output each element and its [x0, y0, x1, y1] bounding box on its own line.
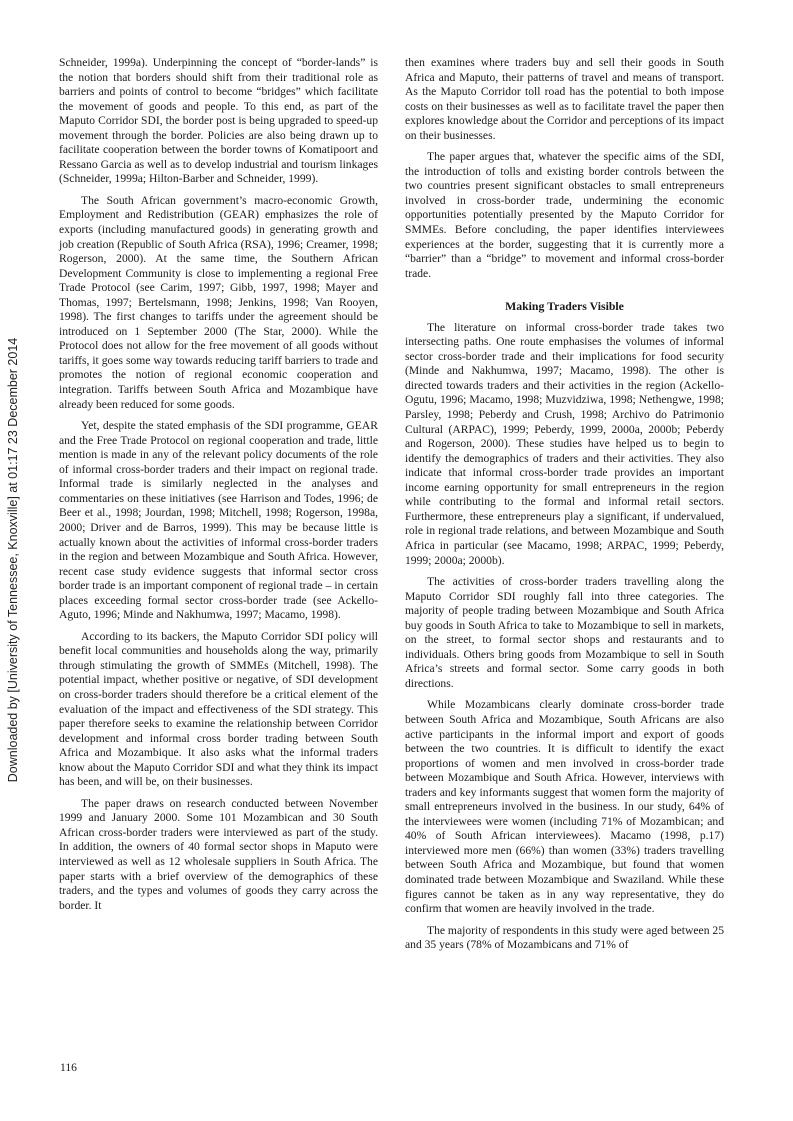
paragraph: then examines where traders buy and sell their goods in South Africa and Maputo, their patterns of travel and means of transport. As the Maputo Corridor toll road has the potential to both impose costs on their businesses as well as to facilitate travel the paper then explores knowledge about the Corridor and perceptions of its impact on their businesses.: [405, 56, 724, 142]
right-column: [405, 56, 724, 960]
paragraph: The literature on informal cross-border trade takes two intersecting paths. One route emphasises the volumes of informal sector cross-border trade and their implications for food security (Minde and Nakhumwa, 1997; Macamo, 1998). The other is directed towards traders and their activities in the region (Ackello-Ogutu, 1996; Macamo, 1998; Muzvidziwa, 1998; Nethengwe, 1998; Parsley, 1998; Peberdy and Crush, 1998; Archivo do Patrimonio Cultural (ARPAC), 1999; Peberdy, 1999, 2000a, 2000b; Peberdy and Rogerson, 2000). These studies have helped us to begin to identify the demographics of traders and their activities. They also indicate that informal cross-border trade provides an important income earning opportunity for small entrepreneurs in the region while contributing to the formal and informal retail sectors. Furthermore, these entrepreneurs play a significant, if undervalued, role in regional trade relations, and between Mozambique and South Africa in particular (see Macamo, 1998; ARPAC, 1999; Peberdy, 1999; 2000a; 2000b).: [405, 320, 724, 567]
download-notice: [4, 150, 22, 970]
paragraph: According to its backers, the Maputo Corridor SDI policy will benefit local communities and households along the way, primarily through stimulating the growth of SMMEs (Mitchell, 1998). The potential impact, whether positive or negative, of SDI development on cross-border traders should therefore be a critical element of the evaluation of the impact and effectiveness of the SDI strategy. This paper therefore seeks to examine the relationship between Corridor development and informal cross border trading between South Africa and Mozambique. It also asks what the informal traders know about the Maputo Corridor SDI and what they think its impact has been, and will be, on their businesses.: [59, 629, 378, 789]
paragraph: The South African government’s macro-economic Growth, Employment and Redistribution (GEAR) emphasizes the role of exports (including manufactured goods) in generating growth and job creation (Republic of South Africa (RSA), 1996; Creamer, 1998; Rogerson, 2000). At the same time, the Southern African Development Community is close to implementing a regional Free Trade Protocol (see Carim, 1997; Gibb, 1997, 1998; Mayer and Thomas, 1997; Bertelsmann, 1998; Jenkins, 1998; Van Rooyen, 1998). The first changes to tariffs under the agreement should be introduced on 1 September 2000 (The Star, 2000). While the Protocol does not allow for the free movement of all goods without tariffs, it goes some way towards reducing tariff barriers to trade and promotes the notion of regional economic cooperation and integration. Tariffs between South Africa and Mozambique have already been reduced for some goods.: [59, 193, 378, 411]
page-number: 116: [60, 1061, 77, 1074]
paragraph: Schneider, 1999a). Underpinning the concept of “border-lands” is the notion that borders should shift from their traditional role as barriers and points of control to become “bridges” which facilitate the movement of goods and people. To this end, as part of the Maputo Corridor SDI, the border post is being upgraded to speed-up movement through the border. Policies are also being drawn up to facilitate cooperation between the border towns of Komatipoort and Ressano Garcia as well as to develop industrial and tourism linkages (Schneider, 1999a; Hilton-Barber and Schneider, 1999).: [59, 56, 378, 186]
left-column: [59, 56, 378, 920]
paragraph: The activities of cross-border traders travelling along the Maputo Corridor SDI roughly fall into three categories. The majority of people trading between Mozambique and South Africa buy goods in South Africa to take to Mozambique to sell in markets, on the street, to formal sector shops and restaurants and to individuals. Others bring goods from Mozambique to sell in South Africa’s streets and formal sector. Some carry goods in both directions.: [405, 575, 724, 690]
paragraph: Yet, despite the stated emphasis of the SDI programme, GEAR and the Free Trade Protocol on regional cooperation and trade, little mention is made in any of the relevant policy documents of the role of informal cross-border traders and their impact on regional trade. Informal trade is similarly neglected in the analyses and commentaries on these initiatives (see Harrison and Todes, 1996; de Beer et al., 1998; Jourdan, 1998; Mitchell, 1998; Rogerson, 1998a, 2000; Driver and de Barros, 1999). This may be because little is actually known about the activities of informal cross-border traders in the region and between Mozambique and South Africa. However, recent case study evidence suggests that informal sector cross border trade is an important component of regional trade – in certain places exceeding formal sector cross-border trade (see Ackello-Aguto, 1996; Minde and Nakhumwa, 1997; Macamo, 1998).: [59, 419, 378, 622]
paragraph: The majority of respondents in this study were aged between 25 and 35 years (78% of Mozambicans and 71% of: [405, 923, 724, 952]
paragraph: The paper argues that, whatever the specific aims of the SDI, the introduction of tolls and existing border controls between the two countries present significant obstacles to small entrepreneurs involved in cross-border trade, undermining the economic opportunities potentially presented by the Maputo Corridor for SMMEs. Before concluding, the paper identifies interviewees experiences at the border, suggesting that it is currently more a “barrier” than a “bridge” to movement and informal cross-border trade.: [405, 150, 724, 280]
paragraph: The paper draws on research conducted between November 1999 and January 2000. Some 101 Mozambican and 30 South African cross-border traders were interviewed as part of the study. In addition, the owners of 40 formal sector shops in Maputo were interviewed as well as 12 wholesale suppliers in South Africa. The paper starts with a brief overview of the demographics of these traders, and the types and volumes of goods they carry across the border. It: [59, 796, 378, 912]
paragraph: While Mozambicans clearly dominate cross-border trade between South Africa and Mozambique, South Africans are also active participants in the informal import and export of goods between the two countries. It is difficult to identify the exact proportions of women and men involved in cross-border trade between Mozambique and South Africa. However, interviews with traders and key informants suggest that women form the majority of small entrepreneurs involved in the business. In our study, 64% of the interviewees were women (including 71% of Mozambican; and 40% of South African interviewees). Macamo (1998, p.17) interviewed more men (66%) than women (33%) traders travelling between South Africa and Mozambique, but found that women dominated trade between Mozambique and Swaziland. While these figures cannot be taken as in any way representative, they do confirm that women are heavily involved in the trade.: [405, 698, 724, 916]
download-notice-text: Downloaded by [University of Tennessee, Knoxville] at 01:17 23 December 2014: [6, 337, 20, 783]
section-heading: Making Traders Visible: [505, 299, 624, 314]
